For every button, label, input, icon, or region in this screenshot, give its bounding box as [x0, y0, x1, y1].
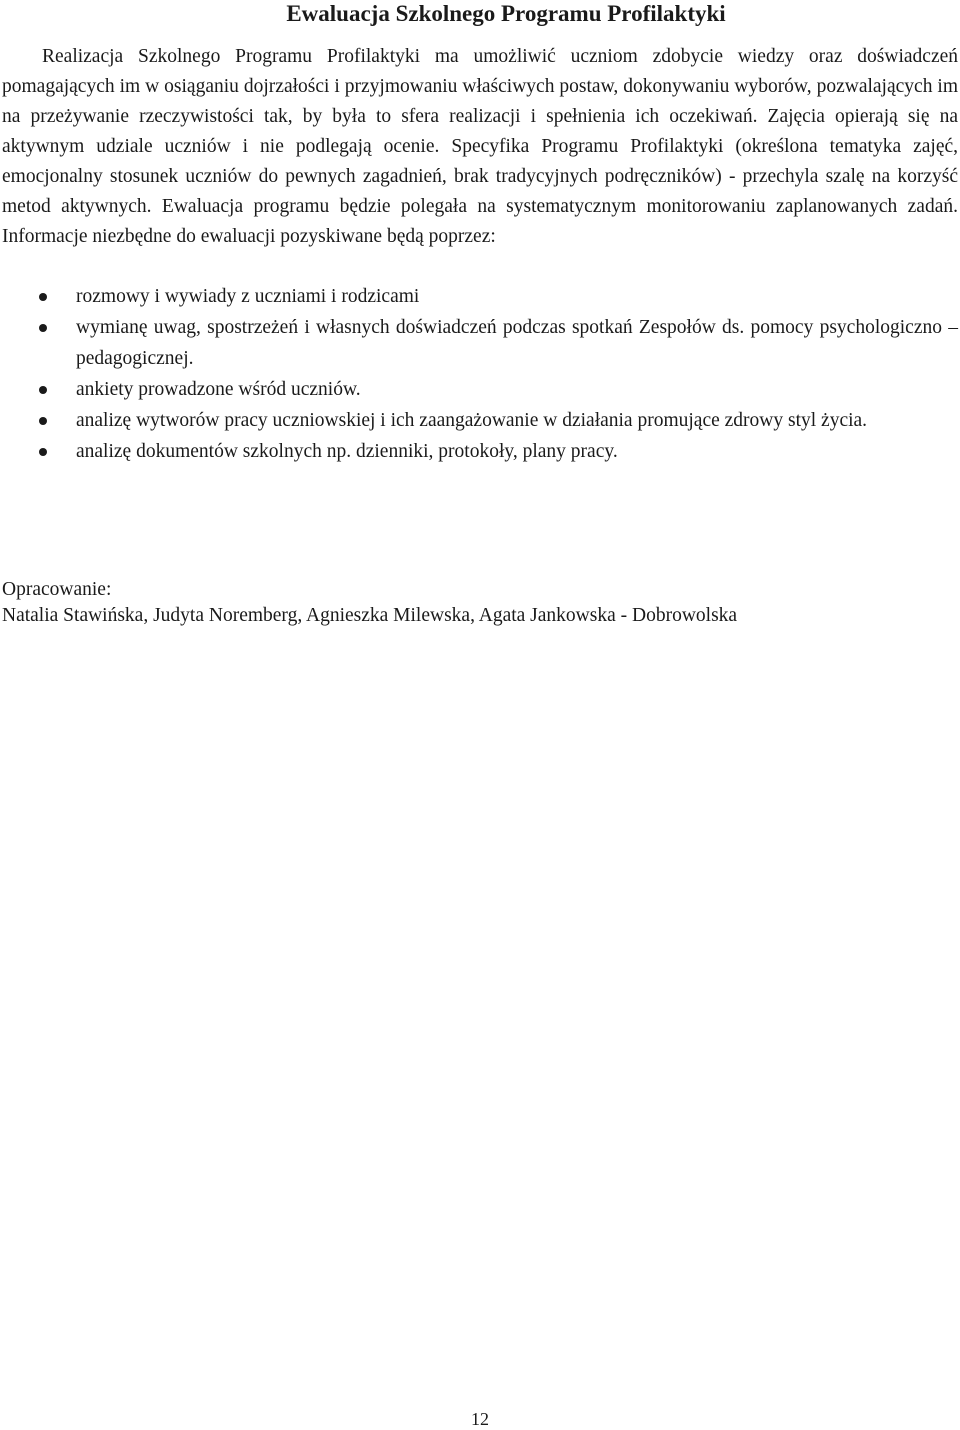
- list-item-text: wymianę uwag, spostrzeżeń i własnych doświadczeń podczas spotkań Zespołów ds. pomocy psychologiczno – pedagogicznej.: [76, 317, 958, 369]
- list-item: [0, 436, 958, 467]
- document-title: Ewaluacja Szkolnego Programu Profilaktyki: [286, 1, 726, 26]
- intro-paragraph: Realizacja Szkolnego Programu Profilaktyki ma umożliwić uczniom zdobycie wiedzy oraz doświadczeń pomagających im w osiąganiu dojrzałości i przyjmowaniu właściwych postaw, dokonywaniu wyborów, pozwalających im na przeżywanie rzeczywistości tak, by była to sfera realizacji i spełnienia ich oczekiwań. Zajęcia opierają się na aktywnym udziale uczniów i nie podlegają ocenie. Specyfika Programu Profilaktyki (określona tematyka zajęć, emocjonalny stosunek uczniów do pewnych zagadnień, brak tradycyjnych podręczników) - przechyla szalę na korzyść metod aktywnych. Ewaluacja programu będzie polegała na systematycznym monitorowaniu zaplanowanych zadań. Informacje niezbędne do ewaluacji pozyskiwane będą poprzez:: [2, 46, 958, 247]
- authors-line: Natalia Stawińska, Judyta Noremberg, Agnieszka Milewska, Agata Jankowska - Dobrowolska: [2, 605, 738, 626]
- prepared-by-label: Opracowanie:: [2, 579, 112, 600]
- list-item: [0, 281, 958, 312]
- list-item-text: ankiety prowadzone wśród uczniów.: [76, 379, 361, 400]
- bullet-icon: [39, 324, 47, 332]
- list-item-text: rozmowy i wywiady z uczniami i rodzicami: [76, 286, 420, 307]
- list-item: [0, 312, 958, 374]
- bullet-icon: [39, 417, 47, 425]
- page-number: 12: [471, 1409, 489, 1429]
- list-item-text: analizę wytworów pracy uczniowskiej i ich zaangażowanie w działania promujące zdrowy styl życia.: [76, 410, 868, 431]
- bullet-icon: [39, 386, 47, 394]
- list-item: [0, 405, 958, 436]
- evaluation-sources-list: [0, 281, 958, 467]
- bullet-icon: [39, 448, 47, 456]
- list-item-text: analizę dokumentów szkolnych np. dzienniki, protokoły, plany pracy.: [76, 441, 618, 462]
- list-item: [0, 374, 958, 405]
- bullet-icon: [39, 293, 47, 301]
